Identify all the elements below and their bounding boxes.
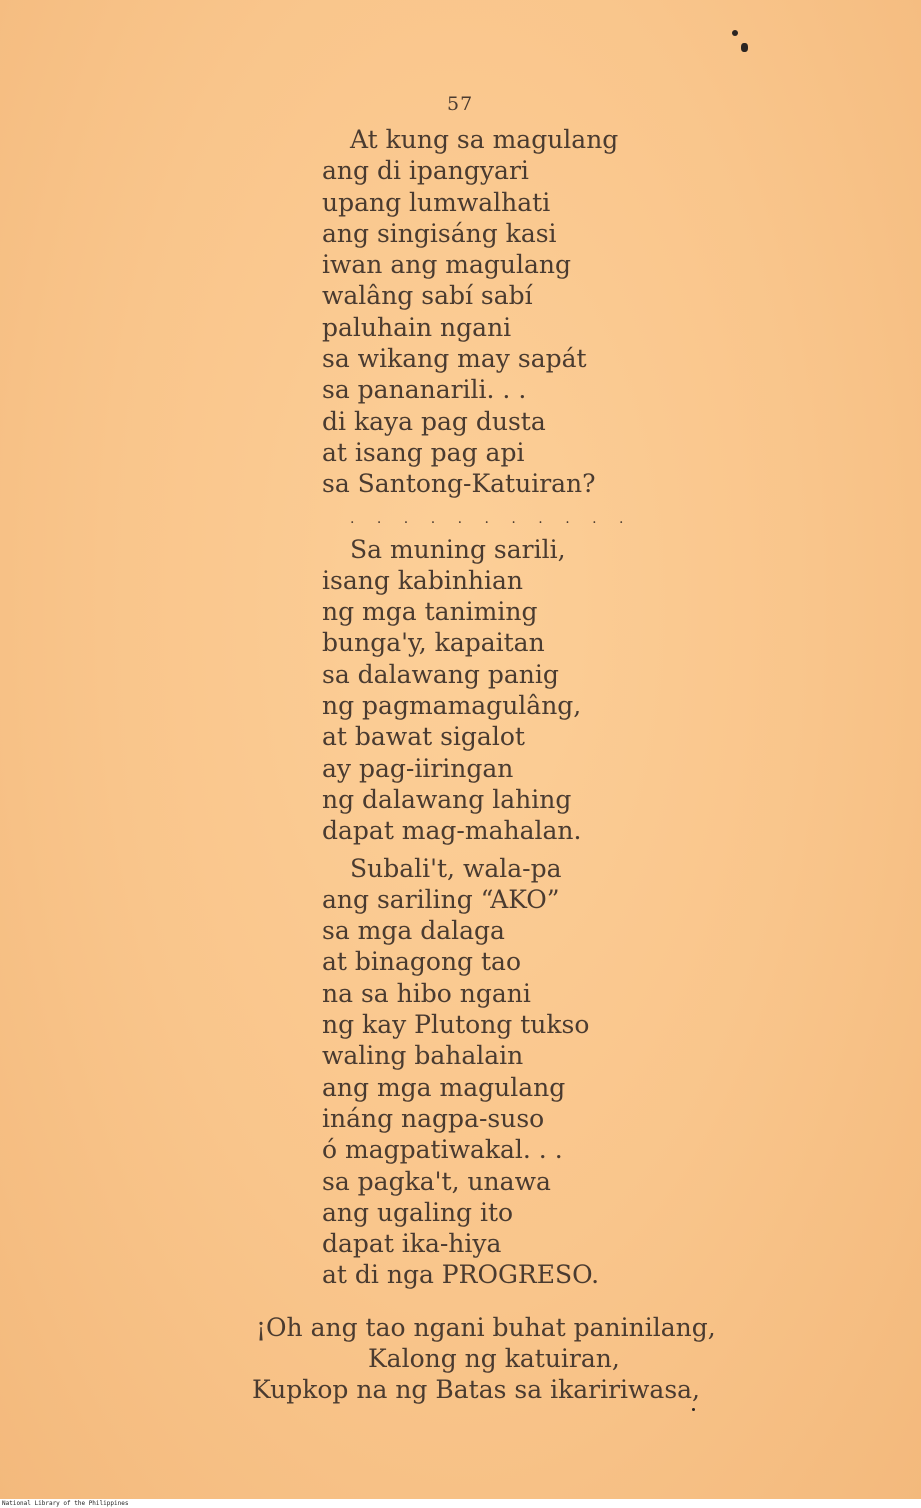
poem-line: at di nga PROGRESO. <box>322 1260 600 1290</box>
poem-line: di kaya pag dusta <box>322 406 546 436</box>
poem-line: ay pag-iiringan <box>322 753 514 783</box>
poem-line: ng dalawang lahing <box>322 784 572 814</box>
poem-line: ang sariling “AKO” <box>322 884 560 914</box>
poem-line: paluhain ngani <box>322 312 512 342</box>
poem-line: sa wikang may sapát <box>322 344 587 374</box>
poem-line: waling bahalain <box>322 1041 524 1071</box>
ink-speck <box>741 43 748 52</box>
poem-line: na sa hibo ngani <box>322 978 531 1008</box>
poem-line: sa Santong-Katuiran? <box>322 469 596 499</box>
ink-speck <box>692 1408 695 1411</box>
poem-line: sa pananarili. . . <box>322 375 527 405</box>
poem-line: upang lumwalhati <box>322 187 551 217</box>
poem-line: at binagong tao <box>322 947 522 977</box>
poem-line: ng kay Plutong tukso <box>322 1010 590 1040</box>
library-credit: National Library of the Philippines <box>2 1500 129 1507</box>
poem-line: ang mga magulang <box>322 1072 566 1102</box>
poem-line: Sa muning sarili, <box>350 534 566 564</box>
poem-line: At kung sa magulang <box>350 125 619 154</box>
page-number: 57 <box>447 93 474 115</box>
poem-line: sa dalawang panig <box>322 659 559 689</box>
stanza-3 <box>322 853 632 1291</box>
stanza-separator: . . . . . . . . . . . <box>350 510 633 527</box>
poem-line: at isang pag api <box>322 437 525 467</box>
poem-line: walâng sabí sabí <box>322 281 533 311</box>
poem-line: bunga'y, kapaitan <box>322 628 545 658</box>
poem-line: sa mga dalaga <box>322 916 505 946</box>
poem-line: ináng nagpa-suso <box>322 1103 545 1133</box>
poem-line: ng mga taniming <box>322 597 538 627</box>
stanza-1 <box>322 124 632 500</box>
closing-verse <box>252 1312 716 1405</box>
poem-line: ang singisáng kasi <box>322 218 557 248</box>
poem-line: dapat ika-hiya <box>322 1229 502 1259</box>
poem-line: iwan ang magulang <box>322 250 572 280</box>
poem-line: sa pagka't, unawa <box>322 1166 551 1196</box>
ink-speck <box>732 30 738 36</box>
poem-line: ang di ipangyari <box>322 156 529 186</box>
poem-line: ó magpatiwakal. . . <box>322 1135 563 1165</box>
poem-line: at bawat sigalot <box>322 722 525 752</box>
poem-line: dapat mag-mahalan. <box>322 816 582 846</box>
stanza-2 <box>322 534 632 847</box>
closing-line: Kupkop na ng Batas sa ikaririwasa, <box>252 1375 700 1404</box>
poem-line: ng pagmamagulâng, <box>322 691 582 721</box>
closing-line: ¡Oh ang tao ngani buhat paninilang, <box>256 1313 716 1342</box>
footer-strip <box>0 1499 921 1508</box>
closing-line: Kalong ng katuiran, <box>368 1344 620 1373</box>
poem-line: ang ugaling ito <box>322 1197 514 1227</box>
poem-line: isang kabinhian <box>322 565 524 595</box>
poem-line: Subali't, wala-pa <box>350 853 562 883</box>
poem-body <box>322 124 632 1291</box>
